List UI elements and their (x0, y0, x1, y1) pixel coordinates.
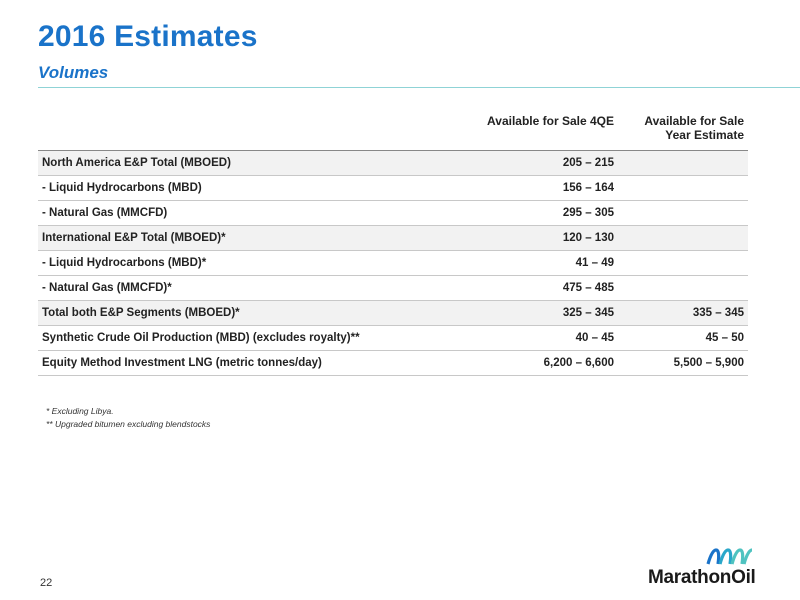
table-row (38, 226, 748, 251)
table-row (38, 276, 748, 301)
table-row (38, 326, 748, 351)
row-label: - Liquid Hydrocarbons (MBD) (38, 176, 468, 201)
row-label: International E&P Total (MBOED)* (38, 226, 468, 251)
row-4qe-value: 41 – 49 (468, 251, 618, 276)
row-label: Total both E&P Segments (MBOED)* (38, 301, 468, 326)
row-year-value (618, 176, 748, 201)
table-row (38, 301, 748, 326)
table-row (38, 351, 748, 376)
header-year-line2: Year Estimate (665, 128, 744, 142)
table-row (38, 201, 748, 226)
row-year-value (618, 201, 748, 226)
page-number: 22 (40, 577, 53, 589)
logo-text: MarathonOil (648, 567, 756, 588)
row-year-value: 45 – 50 (618, 326, 748, 351)
row-4qe-value: 156 – 164 (468, 176, 618, 201)
header-blank (38, 108, 468, 151)
footnote-libya: * Excluding Libya. (46, 406, 114, 416)
header-4qe: Available for Sale 4QE (487, 114, 614, 128)
row-year-value (618, 226, 748, 251)
row-4qe-value: 40 – 45 (468, 326, 618, 351)
row-4qe-value: 6,200 – 6,600 (468, 351, 618, 376)
row-year-value (618, 276, 748, 301)
table-header-row (38, 108, 748, 151)
marathon-oil-logo (648, 548, 760, 590)
table-row (38, 251, 748, 276)
page-subtitle: Volumes (38, 63, 109, 82)
logo-wave-icon (706, 548, 754, 566)
volumes-table (38, 108, 748, 376)
page-title: 2016 Estimates (38, 20, 258, 53)
row-4qe-value: 295 – 305 (468, 201, 618, 226)
footnote-bitumen: ** Upgraded bitumen excluding blendstocks (46, 419, 211, 429)
header-year-line1: Available for Sale (644, 114, 744, 128)
table-row (38, 176, 748, 201)
row-label: Equity Method Investment LNG (metric tonnes/day) (38, 351, 468, 376)
row-label: North America E&P Total (MBOED) (38, 151, 468, 176)
row-year-value (618, 151, 748, 176)
row-4qe-value: 120 – 130 (468, 226, 618, 251)
row-label: - Natural Gas (MMCFD)* (38, 276, 468, 301)
row-year-value: 5,500 – 5,900 (618, 351, 748, 376)
row-year-value: 335 – 345 (618, 301, 748, 326)
row-4qe-value: 325 – 345 (468, 301, 618, 326)
title-divider (38, 87, 800, 88)
row-year-value (618, 251, 748, 276)
row-4qe-value: 205 – 215 (468, 151, 618, 176)
row-label: Synthetic Crude Oil Production (MBD) (excludes royalty)** (38, 326, 468, 351)
row-4qe-value: 475 – 485 (468, 276, 618, 301)
row-label: - Natural Gas (MMCFD) (38, 201, 468, 226)
volumes-table-container (38, 108, 748, 376)
header-year-estimate (618, 108, 748, 151)
table-row (38, 151, 748, 176)
footnotes (46, 405, 210, 431)
row-label: - Liquid Hydrocarbons (MBD)* (38, 251, 468, 276)
